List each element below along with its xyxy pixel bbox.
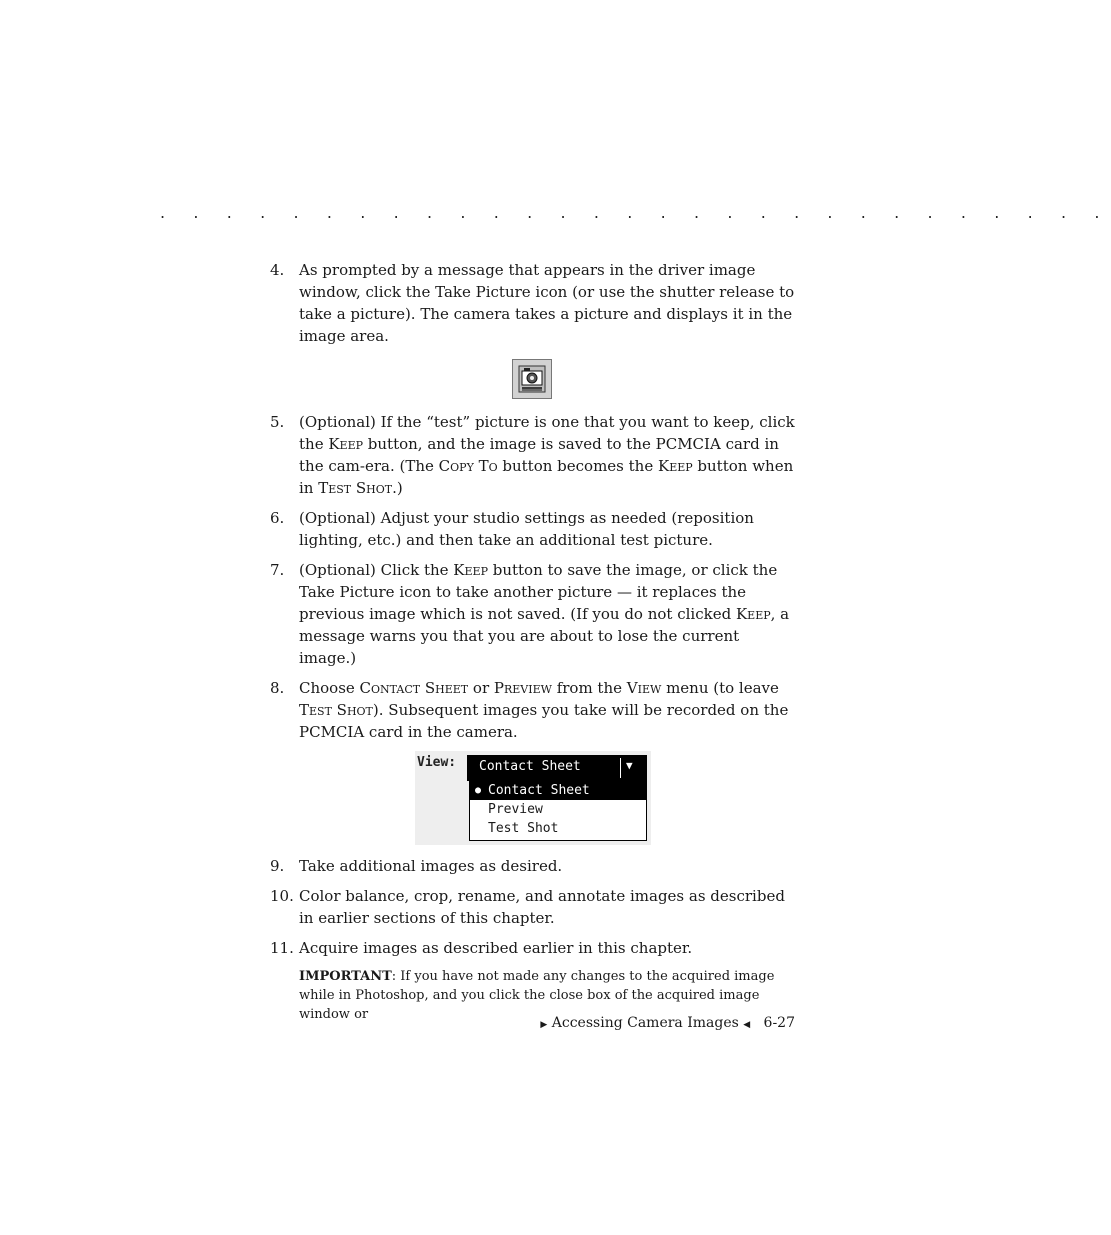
step-number: 10.	[270, 887, 294, 905]
important-text: : If you have not made any changes to the acquired image while in Photoshop, and you click the close box of the acquired image window or	[299, 969, 775, 1022]
dotted-rule: . . . . . . . . . . . . . . . . . . . . . . . . . . . . .	[160, 203, 1111, 222]
step-9	[270, 855, 800, 877]
take-picture-icon[interactable]	[512, 359, 552, 399]
view-menu-figure	[415, 751, 651, 845]
step-number: 8.	[270, 679, 285, 697]
view-menu-select[interactable]	[467, 755, 647, 781]
step-7	[270, 559, 800, 669]
view-menu-divider	[620, 758, 621, 778]
step-number: 7.	[270, 561, 285, 579]
step-number: 11.	[270, 939, 294, 957]
step-number: 4.	[270, 261, 285, 279]
step-10	[270, 885, 800, 929]
page-footer	[540, 1015, 795, 1031]
triangle-left-icon: ◀	[743, 1020, 751, 1030]
step-text: (Optional) Adjust your studio settings as needed (reposition lighting, etc.) and then take an additional test picture.	[299, 509, 754, 549]
check-bullet-icon: ●	[475, 785, 482, 796]
take-picture-icon-figure	[512, 359, 554, 401]
step-text: Color balance, crop, rename, and annotate images as described in earlier sections of this chapter.	[299, 887, 785, 927]
step-number: 5.	[270, 413, 285, 431]
view-option-preview[interactable]: Preview	[488, 802, 543, 817]
step-8	[270, 677, 800, 743]
step-4	[270, 259, 800, 347]
step-number: 9.	[270, 857, 285, 875]
step-text: Acquire images as described earlier in this chapter.	[299, 939, 693, 957]
view-option-test-shot[interactable]: Test Shot	[488, 821, 559, 836]
view-menu-options	[469, 781, 647, 841]
step-6	[270, 507, 800, 551]
page-number: 6-27	[763, 1015, 795, 1031]
step-11	[270, 937, 800, 959]
step-text: (Optional) Click the Keep button to save the image, or click the Take Picture icon to take another picture — it replaces the previous image which is not saved. (If you do not clicked Keep, a message warns you that you are about to lose the current image.)	[299, 561, 790, 667]
triangle-right-icon: ▶	[540, 1020, 548, 1030]
step-number: 6.	[270, 509, 285, 527]
step-text: As prompted by a message that appears in the driver image window, click the Take Picture icon (or use the shutter release to take a picture). The camera takes a picture and displays it in the image area.	[299, 261, 795, 345]
footer-section-title: Accessing Camera Images	[551, 1015, 739, 1031]
view-option-contact-sheet[interactable]: ● Contact Sheet	[470, 782, 646, 800]
view-menu-selected-value: Contact Sheet	[479, 759, 581, 774]
view-menu-label: View:	[417, 755, 457, 770]
main-content	[270, 259, 800, 1024]
important-label: IMPORTANT	[299, 969, 392, 984]
step-5	[270, 411, 800, 499]
step-text: (Optional) If the “test” picture is one that you want to keep, click the Keep button, and the image is saved to the PCMCIA card in the cam-era. (The Copy To button becomes the Keep button when in Test Shot.)	[299, 413, 795, 497]
step-text: Take additional images as desired.	[299, 857, 563, 875]
step-text: Choose Contact Sheet or Preview from the View menu (to leave Test Shot). Subsequent images you take will be recorded on the PCMCIA card in the camera.	[299, 679, 789, 741]
chevron-down-icon: ▼	[626, 759, 633, 772]
